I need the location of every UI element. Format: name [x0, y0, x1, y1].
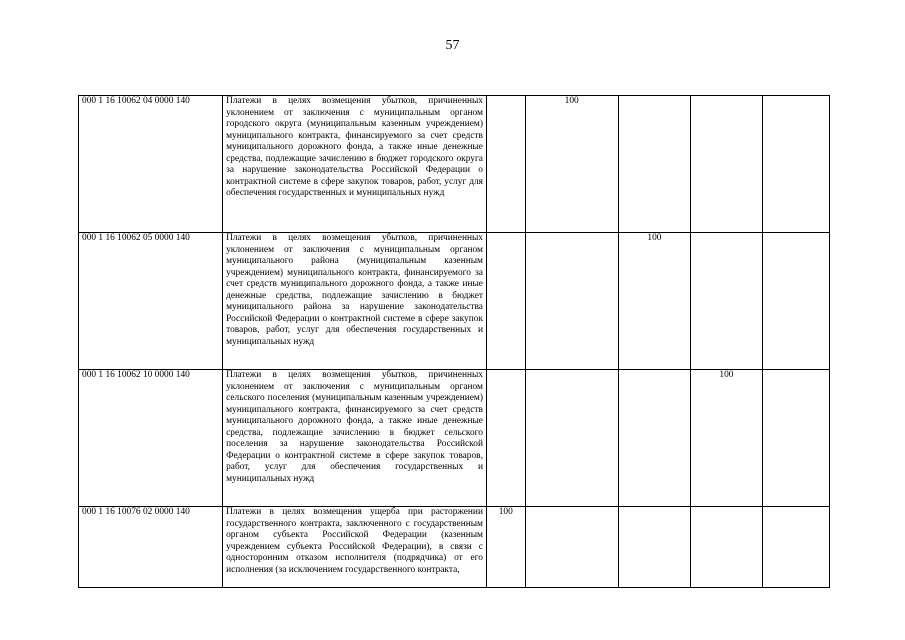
- share-city-district-budget: [525, 370, 618, 507]
- revenue-description: Платежи в целях возмещения ущерба при расторжении государственного контракта, заключенного с государственным органом субъекта Российской Федерации (казенным учреждением субъекта Российской Федерации), в связи с односторонним отказом исполнителя (подрядчика) от его исполнения (за исключением государственного контракта,: [223, 507, 487, 588]
- table-row: [79, 507, 830, 588]
- table-row: [79, 233, 830, 370]
- share-subject-budget: [486, 233, 525, 370]
- page-number: 57: [445, 38, 460, 53]
- share-other-budget: [762, 96, 829, 233]
- share-municipal-district-budget: [618, 96, 690, 233]
- revenue-distribution-table: [78, 95, 830, 588]
- share-other-budget: [762, 233, 829, 370]
- table-row: [79, 370, 830, 507]
- share-rural-settlement-budget: [690, 507, 762, 588]
- share-municipal-district-budget: [618, 507, 690, 588]
- revenue-description: Платежи в целях возмещения убытков, причиненных уклонением от заключения с муниципальным органом городского округа (муниципальным казенным учреждением) муниципального контракта, финансируемого за счет средств муниципального дорожного фонда, а также иные денежные средства, подлежащие зачислению в бюджет городского округа за нарушение законодательства Российской Федерации о контрактной системе в сфере закупок товаров, работ, услуг для обеспечения государственных и муниципальных нужд: [223, 96, 487, 233]
- revenue-description: Платежи в целях возмещения убытков, причиненных уклонением от заключения с муниципальным органом сельского поселения (муниципальным казенным учреждением) муниципального контракта, финансируемого за счет средств муниципального дорожного фонда, а также иные денежные средства, подлежащие зачислению в бюджет сельского поселения за нарушение законодательства Российской Федерации о контрактной системе в сфере закупок товаров, работ, услуг для обеспечения государственных и муниципальных нужд: [223, 370, 487, 507]
- classification-code: 000 1 16 10062 05 0000 140: [79, 233, 223, 370]
- share-subject-budget: 100: [486, 507, 525, 588]
- share-subject-budget: [486, 370, 525, 507]
- share-rural-settlement-budget: [690, 233, 762, 370]
- share-city-district-budget: 100: [525, 96, 618, 233]
- classification-code: 000 1 16 10062 04 0000 140: [79, 96, 223, 233]
- revenue-description: Платежи в целях возмещения убытков, причиненных уклонением от заключения с муниципальным органом муниципального района (муниципальным казенным учреждением) муниципального контракта, финансируемого за счет средств муниципального дорожного фонда, а также иные денежные средства, подлежащие зачислению в бюджет муниципального района за нарушение законодательства Российской Федерации о контрактной системе в сфере закупок товаров, работ, услуг для обеспечения государственных и муниципальных нужд: [223, 233, 487, 370]
- share-other-budget: [762, 370, 829, 507]
- classification-code: 000 1 16 10076 02 0000 140: [79, 507, 223, 588]
- share-municipal-district-budget: [618, 370, 690, 507]
- classification-code: 000 1 16 10062 10 0000 140: [79, 370, 223, 507]
- share-subject-budget: [486, 96, 525, 233]
- share-city-district-budget: [525, 507, 618, 588]
- table-row: [79, 96, 830, 233]
- share-municipal-district-budget: 100: [618, 233, 690, 370]
- share-rural-settlement-budget: 100: [690, 370, 762, 507]
- share-city-district-budget: [525, 233, 618, 370]
- share-other-budget: [762, 507, 829, 588]
- share-rural-settlement-budget: [690, 96, 762, 233]
